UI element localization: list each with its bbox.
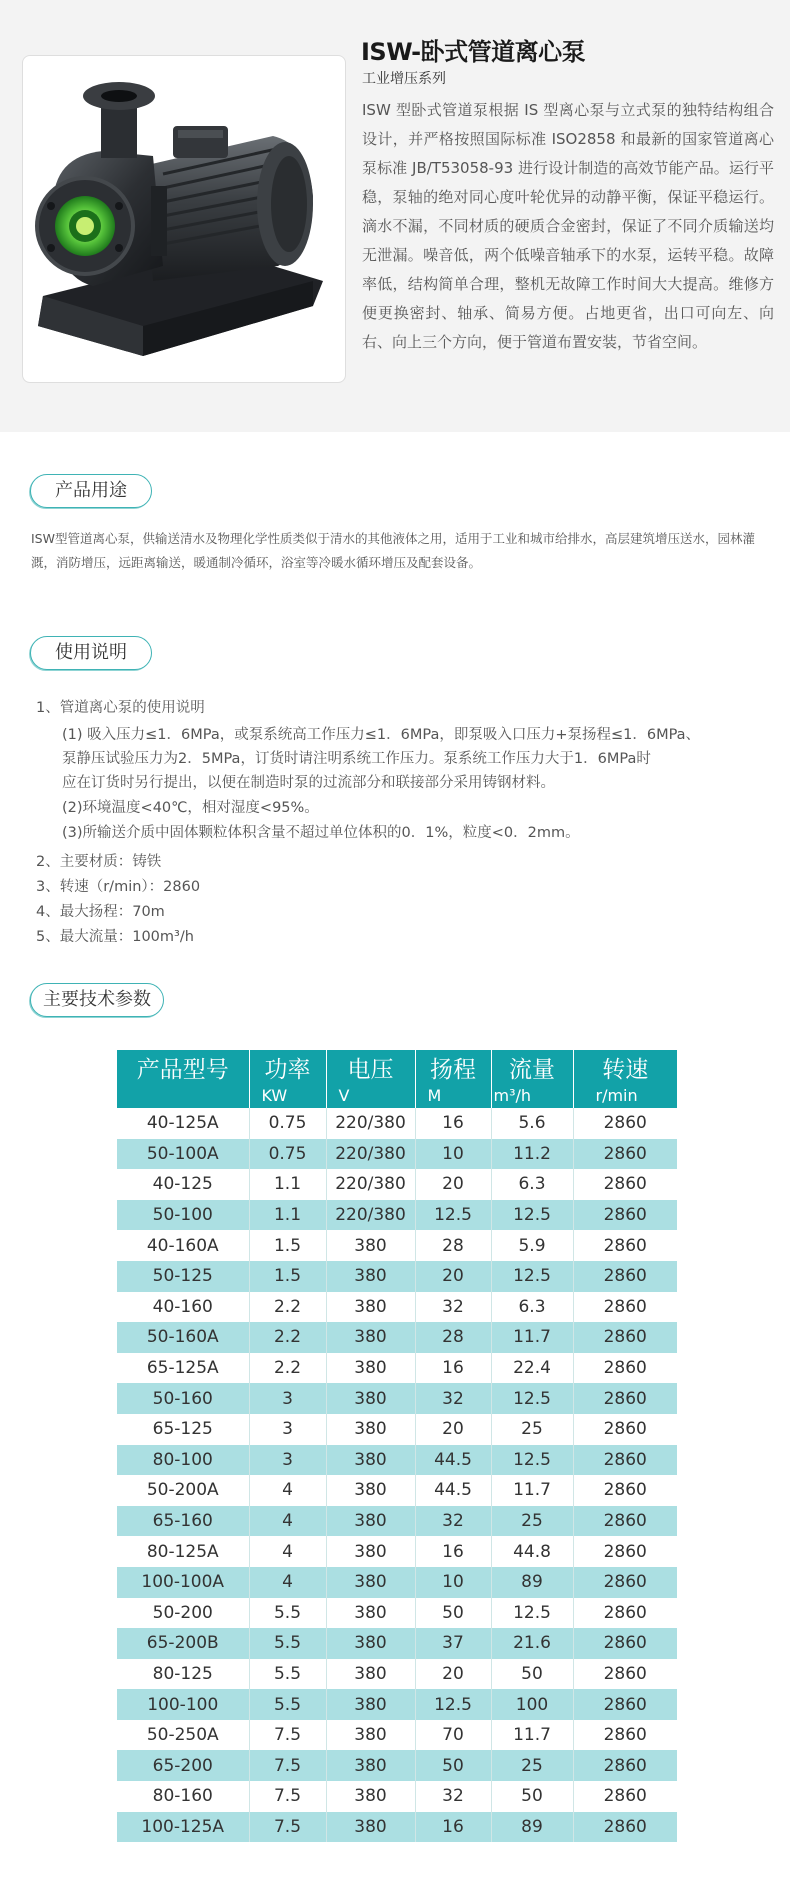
table-cell: 2.2 — [249, 1292, 326, 1323]
table-row — [117, 1750, 677, 1781]
section-heading-specs: 主要技术参数 — [30, 983, 164, 1017]
table-cell: 2860 — [573, 1261, 677, 1292]
table-cell: 6.3 — [491, 1169, 573, 1200]
table-cell: 380 — [326, 1750, 415, 1781]
table-cell: 16 — [415, 1353, 491, 1384]
spec-table — [117, 1050, 677, 1842]
table-cell: 2860 — [573, 1200, 677, 1231]
table-cell: 70 — [415, 1720, 491, 1751]
table-cell: 44.8 — [491, 1536, 573, 1567]
table-cell: 50 — [491, 1781, 573, 1812]
spec-table-body — [117, 1108, 677, 1842]
table-cell: 380 — [326, 1689, 415, 1720]
table-cell: 2860 — [573, 1292, 677, 1323]
table-row — [117, 1261, 677, 1292]
table-cell: 380 — [326, 1230, 415, 1261]
table-cell: 2860 — [573, 1812, 677, 1843]
table-row — [117, 1720, 677, 1751]
table-cell: 11.7 — [491, 1322, 573, 1353]
table-cell: 2.2 — [249, 1322, 326, 1353]
table-cell: 32 — [415, 1781, 491, 1812]
table-cell: 380 — [326, 1506, 415, 1537]
product-hero — [0, 0, 790, 432]
table-cell: 12.5 — [491, 1200, 573, 1231]
table-cell: 3 — [249, 1383, 326, 1414]
table-cell: 380 — [326, 1812, 415, 1843]
table-cell: 2860 — [573, 1445, 677, 1476]
instruction-item: 应在订货时另行提出，以便在制造时泵的过流部分和联接部分采用铸钢材料。 — [62, 775, 555, 791]
table-cell: 2860 — [573, 1659, 677, 1690]
table-cell: 4 — [249, 1475, 326, 1506]
table-row — [117, 1414, 677, 1445]
table-cell: 2860 — [573, 1567, 677, 1598]
table-cell: 3 — [249, 1445, 326, 1476]
table-cell: 65-200 — [117, 1750, 249, 1781]
table-cell: 2860 — [573, 1689, 677, 1720]
table-cell: 380 — [326, 1414, 415, 1445]
table-cell: 0.75 — [249, 1108, 326, 1139]
table-cell: 65-200B — [117, 1628, 249, 1659]
table-cell: 25 — [491, 1414, 573, 1445]
table-row — [117, 1383, 677, 1414]
table-cell: 380 — [326, 1261, 415, 1292]
table-row — [117, 1689, 677, 1720]
table-cell: 5.5 — [249, 1659, 326, 1690]
table-cell: 7.5 — [249, 1720, 326, 1751]
table-row — [117, 1536, 677, 1567]
table-row — [117, 1567, 677, 1598]
table-cell: 2860 — [573, 1108, 677, 1139]
table-cell: 2860 — [573, 1781, 677, 1812]
table-cell: 25 — [491, 1506, 573, 1537]
pump-image — [23, 56, 346, 383]
table-cell: 5.5 — [249, 1598, 326, 1629]
table-cell: 50 — [415, 1598, 491, 1629]
usage-text: ISW型管道离心泵，供输送清水及物理化学性质类似于清水的其他液体之用，适用于工业和城市给排水，高层建筑增压送水，园林灌溉，消防增压，远距离输送，暖通制冷循环，浴室等冷暖水循环增压及配套设备。 — [31, 531, 755, 570]
table-cell: 2860 — [573, 1230, 677, 1261]
table-cell: 12.5 — [491, 1261, 573, 1292]
table-cell: 40-125A — [117, 1108, 249, 1139]
table-cell: 380 — [326, 1445, 415, 1476]
table-cell: 10 — [415, 1139, 491, 1170]
table-cell: 7.5 — [249, 1812, 326, 1843]
table-cell: 6.3 — [491, 1292, 573, 1323]
table-cell: 2860 — [573, 1475, 677, 1506]
table-cell: 100-100 — [117, 1689, 249, 1720]
table-cell: 2.2 — [249, 1353, 326, 1384]
table-row — [117, 1475, 677, 1506]
table-cell: 80-160 — [117, 1781, 249, 1812]
table-cell: 380 — [326, 1322, 415, 1353]
instruction-item: (2)环境温度<40℃，相对湿度<95%。 — [62, 800, 319, 816]
table-cell: 32 — [415, 1506, 491, 1537]
table-cell: 380 — [326, 1659, 415, 1690]
table-cell: 100 — [491, 1689, 573, 1720]
table-cell: 7.5 — [249, 1750, 326, 1781]
table-cell: 89 — [491, 1567, 573, 1598]
table-cell: 2860 — [573, 1750, 677, 1781]
table-cell: 21.6 — [491, 1628, 573, 1659]
table-cell: 220/380 — [326, 1108, 415, 1139]
table-cell: 12.5 — [491, 1383, 573, 1414]
table-cell: 4 — [249, 1567, 326, 1598]
table-cell: 1.1 — [249, 1200, 326, 1231]
table-cell: 20 — [415, 1169, 491, 1200]
table-cell: 50 — [491, 1659, 573, 1690]
table-cell: 20 — [415, 1261, 491, 1292]
table-cell: 11.7 — [491, 1720, 573, 1751]
table-cell: 2860 — [573, 1139, 677, 1170]
table-cell: 1.5 — [249, 1261, 326, 1292]
table-cell: 12.5 — [415, 1200, 491, 1231]
table-row — [117, 1781, 677, 1812]
table-cell: 2860 — [573, 1598, 677, 1629]
product-title: ISW-卧式管道离心泵 — [361, 38, 586, 66]
table-cell: 16 — [415, 1108, 491, 1139]
table-cell: 4 — [249, 1506, 326, 1537]
product-description: ISW 型卧式管道泵根据 IS 型离心泵与立式泵的独特结构组合设计，并严格按照国际标准 ISO2858 和最新的国家管道离心泵标准 JB/T53058-93 进行设计制造的高效节能产品。运行平稳，泵轴的绝对同心度叶轮优异的动静平衡，保证平稳运行。滴水不漏，不同材质的硬质合金密封，保证了不同介质输送均无泄漏。噪音低，两个低噪音轴承下的水泵，运转平稳。故障率低，结构简单合理，整机无故障工作时间大大提高。维修方便更换密封、轴承、简易方便。占地更省，出口可向左、向右、向上三个方向，便于管道布置安装，节省空间。 — [362, 101, 774, 351]
table-cell: 50-100 — [117, 1200, 249, 1231]
table-cell: 100-100A — [117, 1567, 249, 1598]
instruction-item: 泵静压试验压力为2．5MPa，订货时请注明系统工作压力。泵系统工作压力大于1．6MPa时 — [62, 751, 651, 767]
table-cell: 220/380 — [326, 1169, 415, 1200]
instruction-item: 5、最大流量：100m³/h — [36, 929, 194, 945]
table-cell: 50-160 — [117, 1383, 249, 1414]
column-header-voltage: 电压 V — [326, 1050, 415, 1108]
table-cell: 380 — [326, 1598, 415, 1629]
table-row — [117, 1598, 677, 1629]
table-row — [117, 1322, 677, 1353]
table-cell: 40-125 — [117, 1169, 249, 1200]
instruction-item: (3)所输送介质中固体颗粒体积含量不超过单位体积的0．1%，粒度<0．2mm。 — [62, 825, 580, 841]
table-cell: 10 — [415, 1567, 491, 1598]
table-cell: 16 — [415, 1812, 491, 1843]
table-cell: 89 — [491, 1812, 573, 1843]
column-header-model: 产品型号 — [117, 1050, 249, 1108]
table-cell: 50-100A — [117, 1139, 249, 1170]
instruction-item: 4、最大扬程：70m — [36, 904, 165, 920]
table-cell: 2860 — [573, 1353, 677, 1384]
table-row — [117, 1353, 677, 1384]
table-cell: 2860 — [573, 1720, 677, 1751]
instruction-item: 1、管道离心泵的使用说明 — [36, 700, 205, 716]
table-cell: 80-125A — [117, 1536, 249, 1567]
table-cell: 11.7 — [491, 1475, 573, 1506]
table-row — [117, 1628, 677, 1659]
section-heading-usage: 产品用途 — [30, 474, 152, 508]
table-cell: 380 — [326, 1353, 415, 1384]
spec-table-header — [117, 1050, 677, 1108]
table-cell: 28 — [415, 1322, 491, 1353]
table-cell: 40-160 — [117, 1292, 249, 1323]
table-row — [117, 1812, 677, 1843]
table-cell: 50-250A — [117, 1720, 249, 1751]
table-cell: 28 — [415, 1230, 491, 1261]
table-cell: 1.5 — [249, 1230, 326, 1261]
table-cell: 44.5 — [415, 1475, 491, 1506]
table-row — [117, 1445, 677, 1476]
table-cell: 2860 — [573, 1628, 677, 1659]
table-row — [117, 1506, 677, 1537]
table-cell: 65-125 — [117, 1414, 249, 1445]
table-cell: 50-200A — [117, 1475, 249, 1506]
table-cell: 40-160A — [117, 1230, 249, 1261]
table-cell: 380 — [326, 1567, 415, 1598]
table-cell: 32 — [415, 1292, 491, 1323]
table-cell: 65-160 — [117, 1506, 249, 1537]
table-row — [117, 1659, 677, 1690]
table-cell: 12.5 — [415, 1689, 491, 1720]
table-cell: 20 — [415, 1414, 491, 1445]
table-cell: 50-160A — [117, 1322, 249, 1353]
table-cell: 65-125A — [117, 1353, 249, 1384]
table-row — [117, 1169, 677, 1200]
table-row — [117, 1108, 677, 1139]
column-header-head: 扬程 M — [415, 1050, 491, 1108]
table-cell: 2860 — [573, 1169, 677, 1200]
product-photo — [22, 55, 346, 383]
table-cell: 380 — [326, 1292, 415, 1323]
section-heading-instructions: 使用说明 — [30, 636, 152, 670]
table-cell: 2860 — [573, 1536, 677, 1567]
table-cell: 2860 — [573, 1506, 677, 1537]
table-cell: 50 — [415, 1750, 491, 1781]
table-cell: 11.2 — [491, 1139, 573, 1170]
table-cell: 2860 — [573, 1322, 677, 1353]
table-row — [117, 1139, 677, 1170]
table-cell: 25 — [491, 1750, 573, 1781]
instruction-item: 3、转速（r/min）：2860 — [36, 879, 201, 895]
instruction-item: 2、主要材质：铸铁 — [36, 854, 162, 870]
table-cell: 220/380 — [326, 1139, 415, 1170]
table-cell: 37 — [415, 1628, 491, 1659]
table-cell: 380 — [326, 1475, 415, 1506]
table-cell: 380 — [326, 1720, 415, 1751]
table-cell: 0.75 — [249, 1139, 326, 1170]
table-row — [117, 1292, 677, 1323]
table-cell: 50-200 — [117, 1598, 249, 1629]
table-cell: 80-100 — [117, 1445, 249, 1476]
column-header-flow: 流量 m³/h — [491, 1050, 573, 1108]
product-subtitle: 工业增压系列 — [362, 71, 446, 87]
table-cell: 2860 — [573, 1414, 677, 1445]
table-cell: 5.9 — [491, 1230, 573, 1261]
table-cell: 1.1 — [249, 1169, 326, 1200]
table-cell: 5.5 — [249, 1689, 326, 1720]
table-cell: 100-125A — [117, 1812, 249, 1843]
table-cell: 20 — [415, 1659, 491, 1690]
table-row — [117, 1230, 677, 1261]
table-cell: 380 — [326, 1781, 415, 1812]
table-cell: 380 — [326, 1628, 415, 1659]
table-cell: 32 — [415, 1383, 491, 1414]
table-cell: 12.5 — [491, 1598, 573, 1629]
column-header-speed: 转速 r/min — [573, 1050, 677, 1108]
table-cell: 5.6 — [491, 1108, 573, 1139]
table-cell: 7.5 — [249, 1781, 326, 1812]
table-cell: 50-125 — [117, 1261, 249, 1292]
column-header-power: 功率 KW — [249, 1050, 326, 1108]
table-cell: 4 — [249, 1536, 326, 1567]
table-cell: 2860 — [573, 1383, 677, 1414]
table-cell: 220/380 — [326, 1200, 415, 1231]
table-cell: 80-125 — [117, 1659, 249, 1690]
table-cell: 12.5 — [491, 1445, 573, 1476]
table-cell: 16 — [415, 1536, 491, 1567]
table-cell: 44.5 — [415, 1445, 491, 1476]
table-cell: 380 — [326, 1383, 415, 1414]
table-cell: 22.4 — [491, 1353, 573, 1384]
table-cell: 380 — [326, 1536, 415, 1567]
table-cell: 5.5 — [249, 1628, 326, 1659]
table-row — [117, 1200, 677, 1231]
table-cell: 3 — [249, 1414, 326, 1445]
instruction-item: (1) 吸入压力≤1．6MPa，或泵系统高工作压力≤1．6MPa，即泵吸入口压力+泵扬程≤1．6MPa、 — [62, 727, 701, 743]
